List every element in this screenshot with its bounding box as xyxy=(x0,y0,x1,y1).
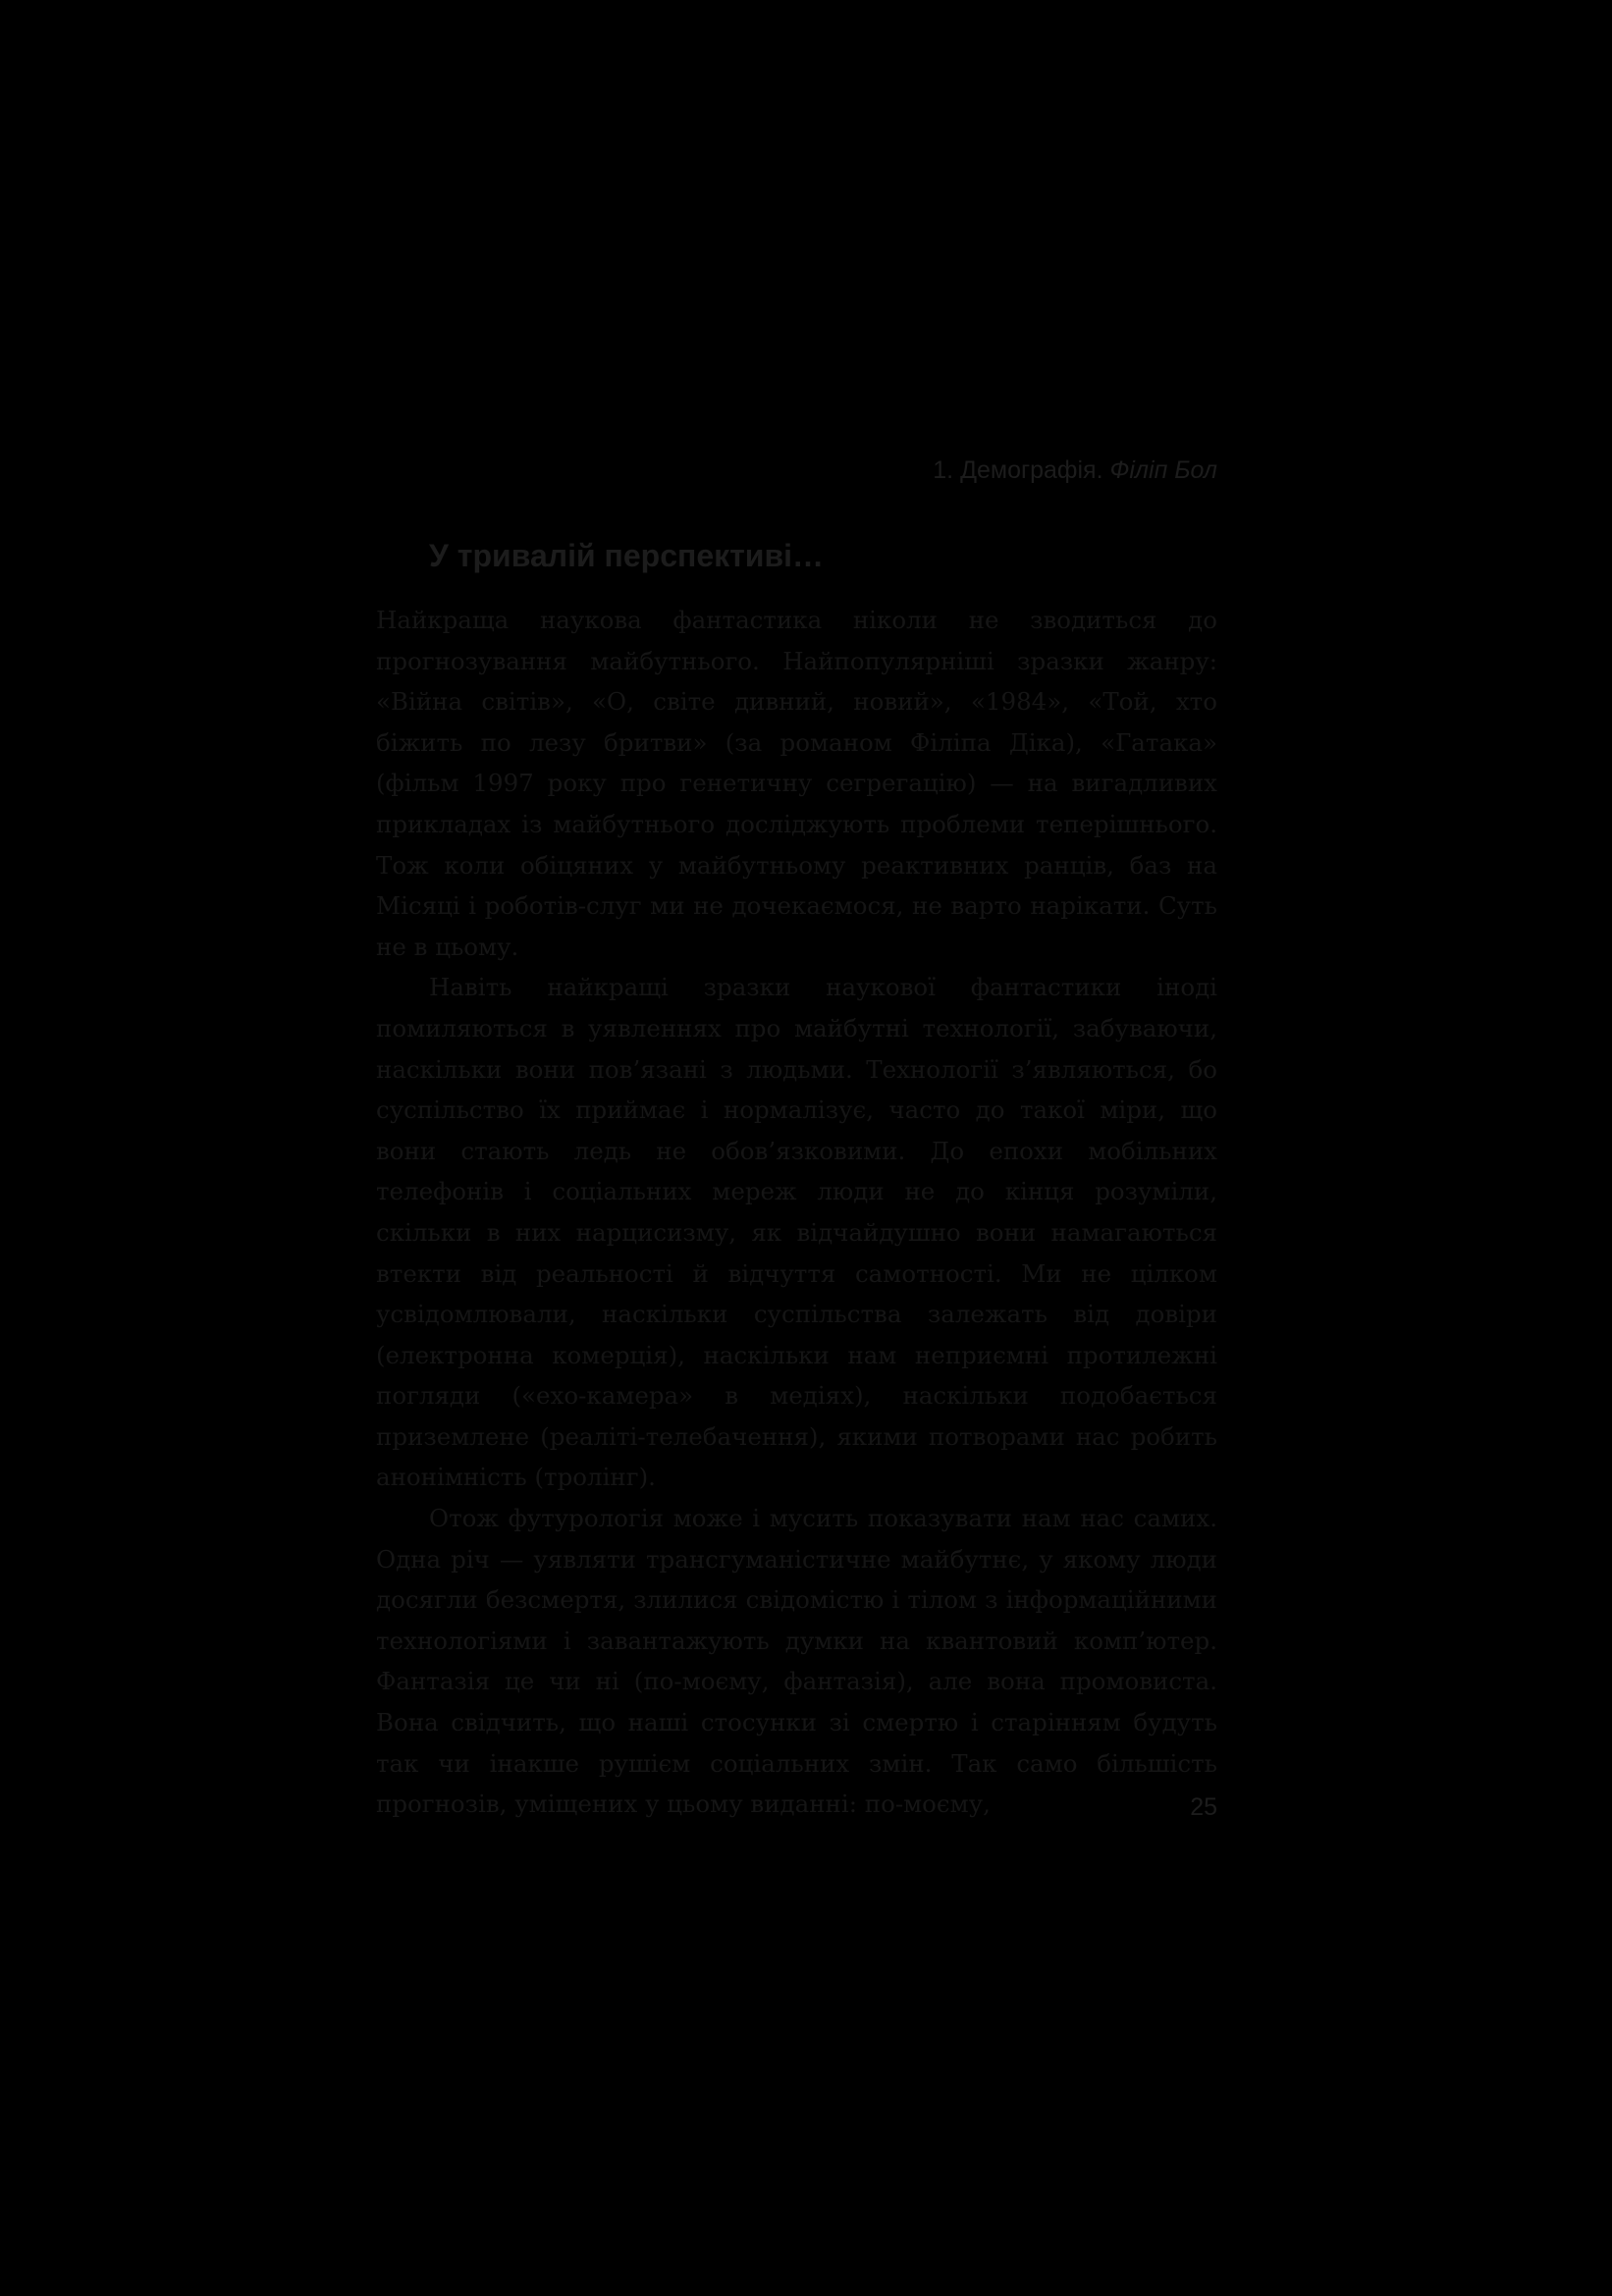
running-header-chapter: 1. Демографія. xyxy=(933,456,1110,484)
running-header xyxy=(376,454,1217,487)
running-header-author: Філіп Бол xyxy=(1109,456,1217,484)
paragraph-3: Отож футурологія може і мусить показувати нам нас самих. Одна річ — уявляти трансгуманістичне майбутнє, у якому люди досягли безсмертя, злилися свідомістю і тілом з інформаційними технологіями і завантажують думки на квантовий комп’ютер. Фантазія це чи ні (по-моєму, фантазія), але вона промовиста. Вона свідчить, що наші стосунки зі смертю і старінням будуть так чи інакше рушієм соціальних змін. Так само більшість прогнозів, уміщених у цьому виданні: по-моєму, xyxy=(376,1504,1217,1819)
section-heading: У тривалій перспективі… xyxy=(429,538,825,573)
page-number: 25 xyxy=(1190,1793,1217,1821)
paragraph-2: Навіть найкращі зразки наукової фантастики іноді помиляються в уявленнях про майбутні технології, забуваючи, наскільки вони пов’язані з людьми. Технології з’являються, бо суспільство їх приймає і нормалізує, часто до такої міри, що вони стають ледь не обов’язковими. До епохи мобільних телефонів і соціальних мереж люди не до кінця розуміли, скільки в них нарцисизму, як відчайдушно вони намагаються втекти від реальності й відчуття самотності. Ми не цілком усвідомлювали, наскільки суспільства залежать від довіри (електронна комерція), наскільки нам неприємні протилежні погляди («ехо-камера» в медіях), наскільки подобається приземлене (реаліті-телебачення), якими потворами нас робить анонімність (тролінг). xyxy=(376,973,1217,1492)
paragraph-1: Найкраща наукова фантастика ніколи не зводиться до прогнозування майбутнього. Найпопулярніші зразки жанру: «Війна світів», «О, світе дивний, новий», «1984», «Той, хто біжить по лезу бритви» (за романом Філіпа Діка), «Гатака» (фільм 1997 року про генетичну сегрегацію) — на вигадливих прикладах із майбутнього досліджують проблеми теперішнього. Тож коли обіцяних у майбутньому реактивних ранців, баз на Місяці і роботів-слуг ми не дочекаємося, не варто нарікати. Суть не в цьому. xyxy=(376,606,1217,961)
body-text xyxy=(376,600,1217,1825)
